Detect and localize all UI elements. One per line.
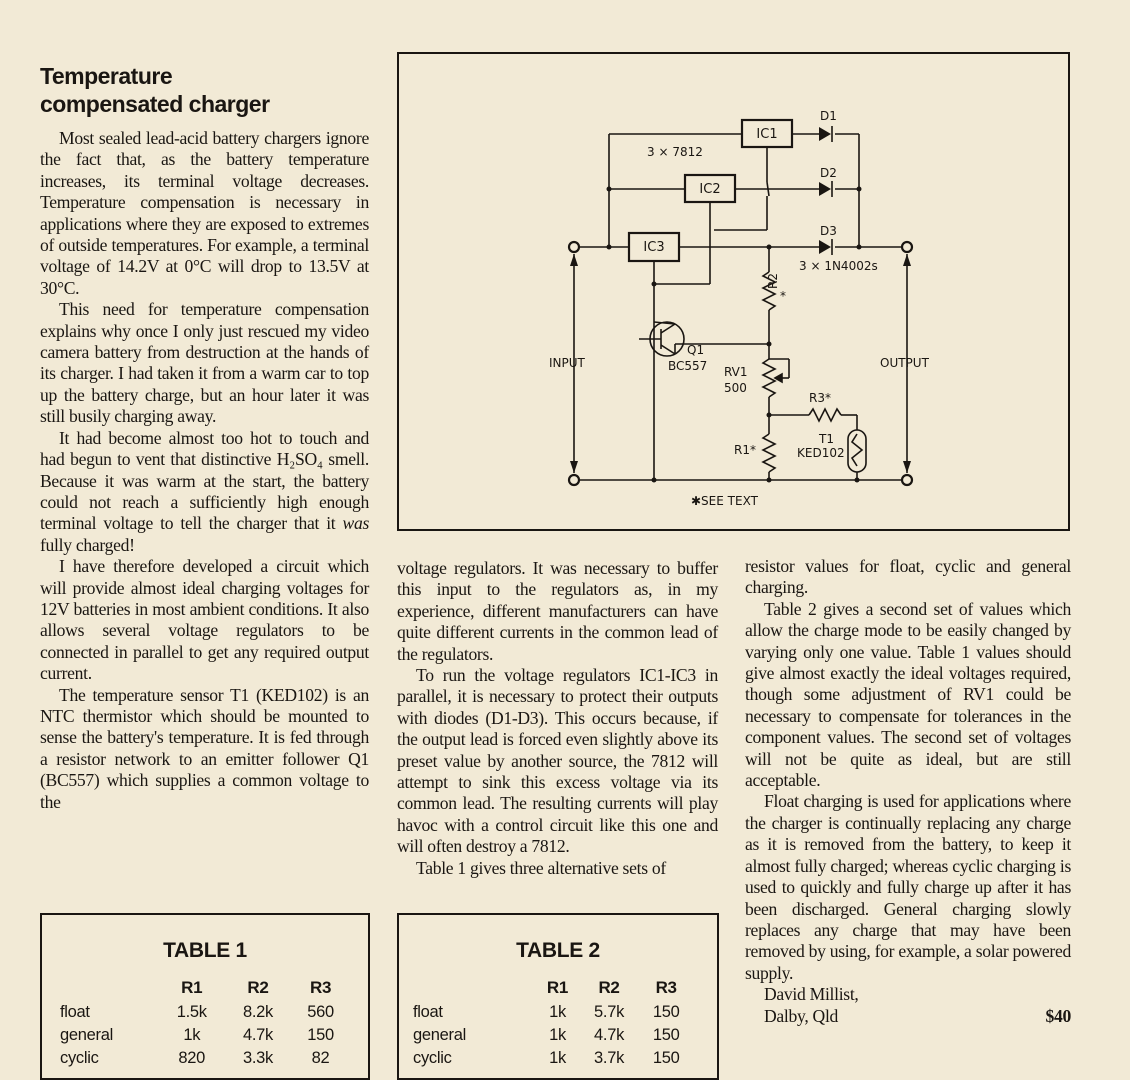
label-regulator-note: 3 × 7812 [647, 145, 703, 159]
table-2-grid [413, 977, 693, 1070]
emphasis-text: was [342, 513, 369, 534]
author-location-line [745, 1006, 1071, 1027]
table-cell: 4.7k [594, 1026, 625, 1044]
label-ic2: IC2 [699, 182, 721, 197]
table-header-cell [413, 977, 536, 1001]
payment-amount: $40 [1045, 1005, 1071, 1026]
table-header-cell: R2 [598, 978, 620, 997]
article-title [40, 62, 380, 118]
table-header-cell: R3 [655, 978, 677, 997]
paragraph [40, 428, 369, 556]
table-1-grid [60, 977, 350, 1070]
label-see-text: ✱SEE TEXT [691, 494, 758, 508]
paragraph-text: fully charged! [40, 534, 135, 555]
author-name: David Millist, [764, 984, 859, 1005]
paragraph: resistor values for float, cyclic and general charging. [745, 556, 1071, 598]
label-d1: D1 [820, 109, 837, 123]
table-2-title: TABLE 2 [516, 939, 600, 962]
label-r1: R1* [734, 443, 756, 457]
paragraph: The temperature sensor T1 (KED102) is an NTC thermistor which should be mounted to sense the battery's temperature. It is fed through a resistor network to an emitter follower Q1 (BC557) which supplies a common voltage to the [40, 684, 369, 812]
table-cell: 4.7k [242, 1026, 273, 1044]
author-location: Dalby, Qld [764, 1005, 839, 1026]
table-cell: 8.2k [242, 1003, 273, 1021]
table-header-cell: R3 [309, 978, 332, 997]
table-cell: 1k [549, 1026, 566, 1044]
label-diode-note: 3 × 1N4002s [799, 259, 878, 273]
label-ic1: IC1 [756, 127, 778, 142]
label-r2-star: * [780, 289, 786, 303]
label-d2: D2 [820, 166, 837, 180]
label-ic3: IC3 [643, 240, 665, 255]
table-cell: 150 [652, 1003, 680, 1021]
table-cell: general [60, 1026, 113, 1044]
paragraph: Table 2 gives a second set of values which allow the charge mode to be easily changed by varying only one value. Table 1 values should give almost exactly the ideal voltages required, though some adjustment of RV1 could be necessary to compensate for tolerances in the component values. The second set of voltages will not be quite as ideal, but are still acceptable. [745, 598, 1071, 791]
label-q1-type: BC557 [668, 359, 708, 373]
table-cell: 150 [652, 1049, 680, 1067]
table-cell: 150 [307, 1026, 334, 1044]
table-row [60, 1024, 350, 1047]
table-row [60, 1047, 350, 1070]
table-header-cell [60, 977, 159, 1001]
label-r3: R3* [809, 391, 831, 405]
table-1 [40, 913, 370, 1080]
label-t1-type: KED102 [797, 446, 845, 460]
table-row [413, 1001, 693, 1024]
schematic-svg [399, 54, 1072, 533]
table-1-title: TABLE 1 [163, 939, 247, 962]
table-cell: 3.7k [594, 1049, 625, 1067]
table-row [60, 1001, 350, 1024]
table-cell: 1.5k [176, 1003, 207, 1021]
table-cell: float [413, 1003, 443, 1021]
table-2 [397, 913, 719, 1080]
label-rv1-value: 500 [724, 381, 747, 395]
table-header-cell: R2 [247, 978, 269, 997]
label-output: OUTPUT [880, 356, 929, 370]
table-header-cell: R1 [546, 978, 569, 997]
label-input: INPUT [549, 356, 585, 370]
title-line-1: Temperature [40, 63, 173, 89]
circuit-diagram [397, 52, 1070, 531]
label-q1: Q1 [687, 343, 705, 357]
table-cell: 820 [178, 1049, 206, 1067]
article-column-3 [745, 556, 1071, 1027]
table-row [413, 1024, 693, 1047]
table-cell: 3.3k [242, 1049, 273, 1067]
table-cell: general [413, 1026, 466, 1044]
table-cell: float [60, 1003, 90, 1021]
article-column-1 [40, 128, 369, 813]
title-line-2: compensated charger [40, 91, 270, 117]
table-cell: 560 [307, 1003, 334, 1021]
paragraph-text: It had become almost too hot to touch and had begun to vent that distinctive H₂SO₄ smell. Because it was warm at the start, the battery could not reach a sufficiently high enough terminal voltage to tell the charger that it [40, 427, 369, 534]
paragraph: Most sealed lead-acid battery chargers ignore the fact that, as the battery temperature increases, its terminal voltage decreases. Temperature compensation is necessary in applications where they are exposed to extremes of outside temperatures. For example, a terminal voltage of 14.2V at 0°C will drop to 13.5V at 30°C. [40, 128, 369, 298]
label-r2: R2 [766, 273, 780, 289]
table-cell: 82 [311, 1049, 330, 1067]
table-cell: 150 [652, 1026, 680, 1044]
table-header-row [60, 977, 350, 1001]
label-rv1: RV1 [724, 365, 748, 379]
paragraph: voltage regulators. It was necessary to buffer this input to the regulators as, in my experience, different manufacturers can have quite different currents in the common lead of the regulators. [397, 558, 718, 664]
paragraph: I have therefore developed a circuit which will provide almost ideal charging voltages for 12V batteries in most ambient conditions. It also allows several voltage regulators to be connected in parallel to get any required output current. [40, 556, 369, 684]
paragraph: Float charging is used for applications where the charger is continually replacing any charge as it is removed from the battery, to keep it almost fully charged; whereas cyclic charging is used to quickly and fully charge up after it has been discharged. General charging slowly replaces any charge that may have been removed by using, for example, a solar powered supply. [745, 791, 1071, 983]
table-header-row [413, 977, 693, 1001]
table-cell: cyclic [60, 1049, 99, 1067]
paragraph: This need for temperature compensation explains why once I only just rescued my video camera battery from destruction at the hands of its charger. I had taken it from a warm car to top up the battery charge, but an hour later it was still busily charging away. [40, 299, 369, 427]
paragraph: Table 1 gives three alternative sets of [416, 857, 666, 878]
label-d3: D3 [820, 224, 837, 238]
table-row [413, 1047, 693, 1070]
article-column-2 [397, 558, 718, 879]
table-cell: cyclic [413, 1049, 452, 1067]
label-t1: T1 [819, 432, 834, 446]
table-cell: 1k [549, 1003, 566, 1021]
table-cell: 1k [183, 1026, 201, 1044]
table-header-cell: R1 [181, 978, 203, 997]
table-cell: 1k [549, 1049, 566, 1067]
paragraph: To run the voltage regulators IC1-IC3 in parallel, it is necessary to protect their outputs with diodes (D1-D3). This occurs because, if the output lead is forced even slightly above its preset value by another source, the 7812 will attempt to sink this excess voltage via its common lead. The resulting currents will play havoc with a control circuit like this one and will often destroy a 7812. [397, 665, 718, 857]
table-cell: 5.7k [594, 1003, 625, 1021]
